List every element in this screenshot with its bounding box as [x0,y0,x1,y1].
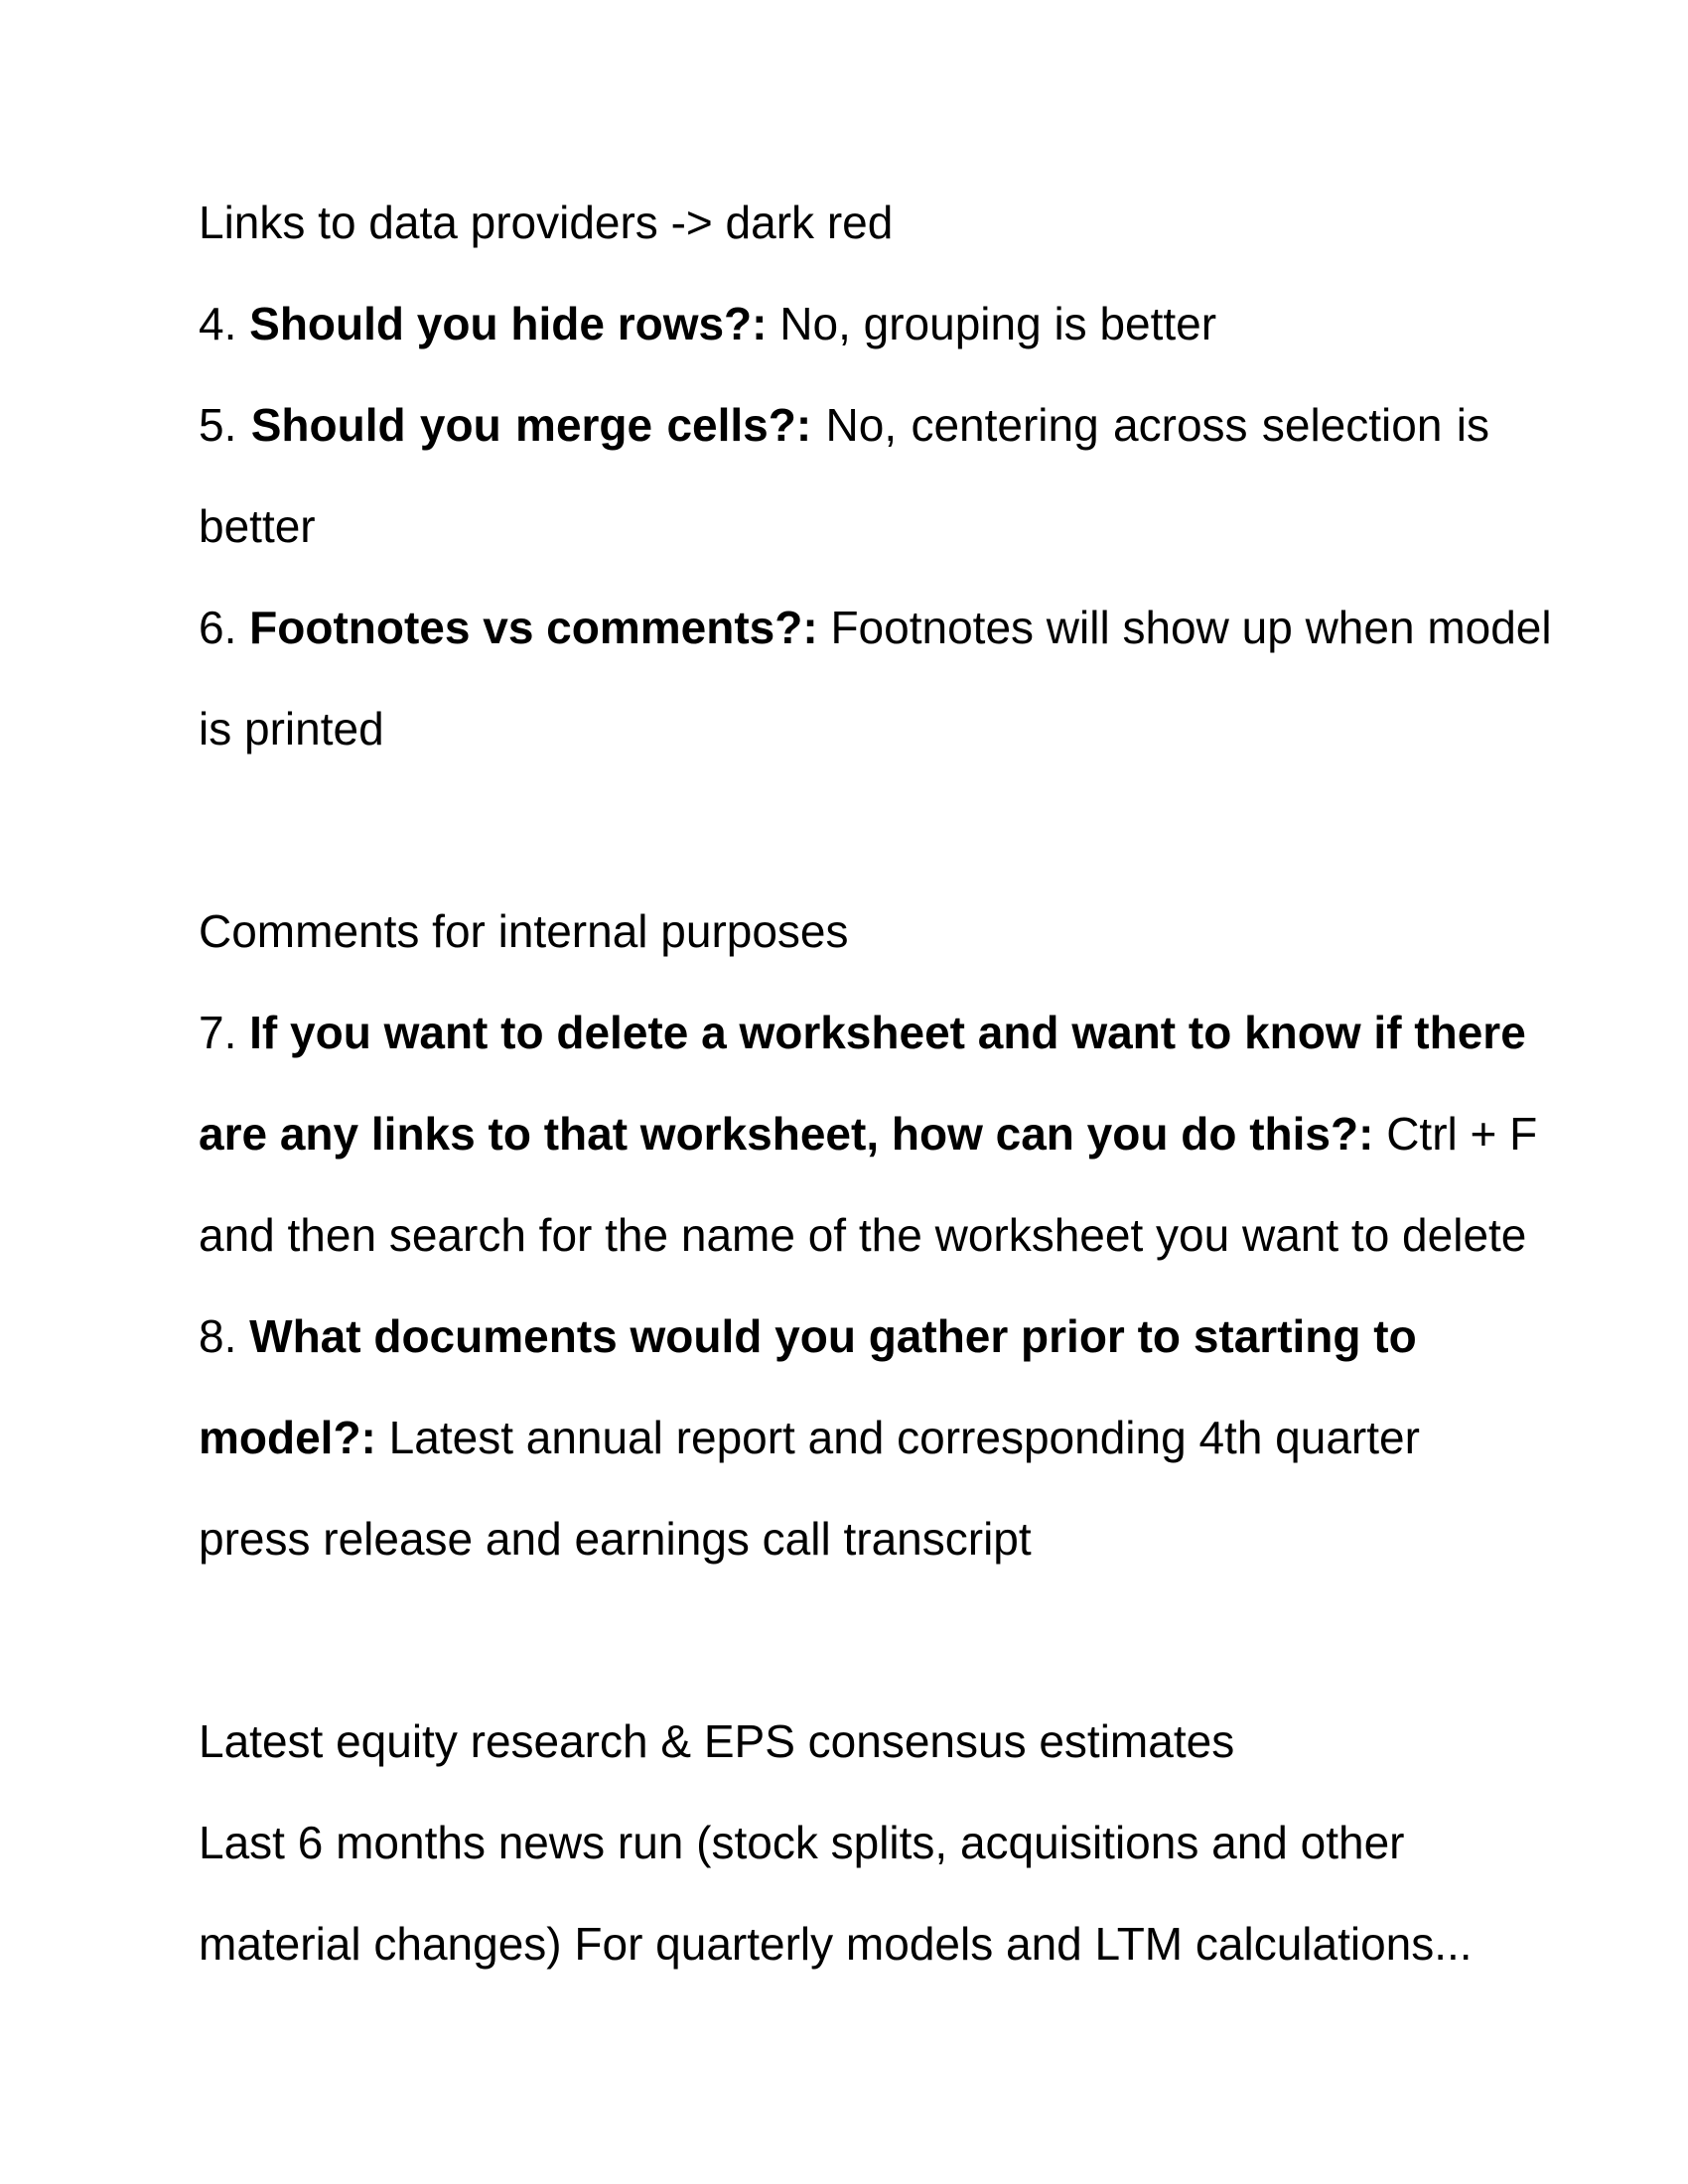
question-7-line-2 [199,1106,1538,1161]
answer-text: Latest annual report and corresponding 4th quarter [375,1412,1420,1463]
question-text: What documents would you gather prior to starting to [249,1310,1417,1362]
question-8-line-3 [199,1511,1489,1567]
news-run-text: Last 6 months news run (stock splits, acquisitions and other [199,1817,1405,1868]
question-8-line-2 [199,1410,1489,1465]
question-number: 8. [199,1310,250,1362]
question-number: 4. [199,298,250,349]
answer-text: Ctrl + F [1373,1108,1538,1160]
question-number: 6. [199,602,250,653]
text-line-news-run-2 [199,1916,1489,1972]
comments-text: Comments for internal purposes [199,905,849,957]
text-line-comments [199,903,1489,959]
answer-text: Footnotes will show up when model [817,602,1552,653]
text-line-equity-research [199,1713,1489,1769]
equity-research-text: Latest equity research & EPS consensus estimates [199,1715,1235,1767]
question-text: Footnotes vs comments?: [249,602,818,653]
question-6-continuation [199,701,1489,756]
question-7 [199,1005,1526,1060]
question-4 [199,296,1489,351]
question-number: 5. [199,399,251,451]
data-providers-text: Links to data providers -> dark red [199,197,894,248]
question-text: model?: [199,1412,376,1463]
question-text: are any links to that worksheet, how can you do this?: [199,1108,1374,1160]
text-line-news-run [199,1815,1489,1870]
question-8 [199,1308,1489,1364]
answer-text: is printed [199,703,384,754]
question-5-continuation [199,498,1489,554]
question-7-line-3 [199,1207,1527,1263]
question-text: Should you merge cells?: [250,399,812,451]
text-line-data-providers [199,195,1489,250]
answer-text: press release and earnings call transcript [199,1513,1032,1565]
answer-text: and then search for the name of the worksheet you want to delete [199,1209,1527,1261]
news-run-text: material changes) For quarterly models and LTM calculations... [199,1918,1473,1970]
question-5 [199,397,1489,453]
question-text: If you want to delete a worksheet and want to know if there [249,1007,1526,1058]
question-number: 7. [199,1007,250,1058]
answer-text: No, centering across selection is [811,399,1489,451]
answer-text: better [199,500,316,552]
answer-text: No, grouping is better [767,298,1217,349]
question-text: Should you hide rows?: [249,298,768,349]
question-6 [199,600,1552,655]
